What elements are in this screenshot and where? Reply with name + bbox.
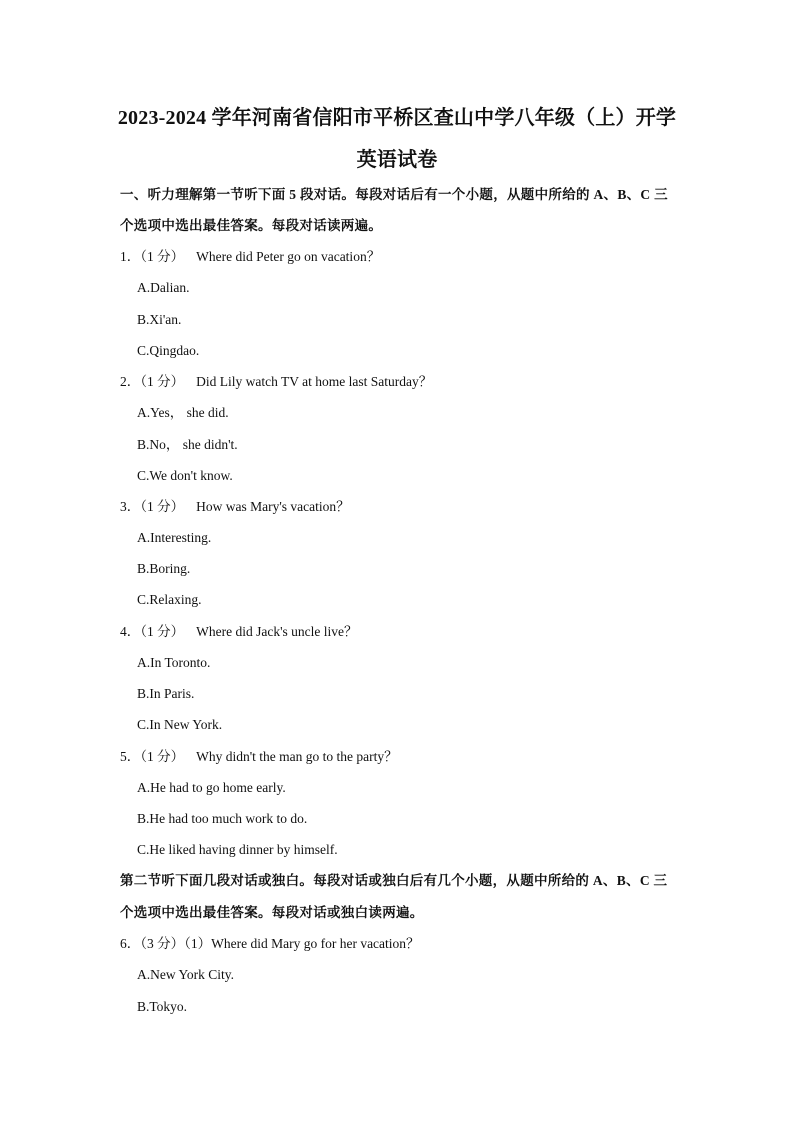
section1-instructions-line-2: 个选项中选出最佳答案。每段对话读两遍。 [120,218,383,233]
question-5-text: Why didn't the man go to the party？ [196,749,398,764]
question-3 [120,498,350,516]
question-3-option-c: C.Relaxing. [137,592,202,607]
question-6-number: 6．（3 分）（1） [120,936,212,951]
question-6-text: Where did Mary go for her vacation？ [211,936,420,951]
question-2 [120,373,432,391]
question-1-option-a: A.Dalian. [137,280,190,295]
question-4-option-c: C.In New York. [137,717,223,732]
question-4-option-a: A.In Toronto. [137,655,211,670]
question-5-option-a: A.He had to go home early. [137,780,286,795]
question-1-option-b: B.Xi'an. [137,312,182,327]
question-5 [120,748,398,766]
question-1-option-c: C.Qingdao. [137,343,200,358]
question-3-option-b: B.Boring. [137,561,191,576]
question-2-option-b: B.No， she didn't. [137,437,238,452]
question-4 [120,623,358,641]
question-4-text: Where did Jack's uncle live？ [196,624,358,639]
section1-instructions-line-1: 一、听力理解第一节听下面 5 段对话。每段对话后有一个小题，从题中所给的 A、B、C 三 [120,187,668,202]
question-4-number: 4．（1 分） [120,624,185,639]
question-3-option-a: A.Interesting. [137,530,212,545]
question-5-option-c: C.He liked having dinner by himself. [137,842,338,857]
section2-instructions-line-2: 个选项中选出最佳答案。每段对话或独白读两遍。 [120,905,424,920]
question-1-text: Where did Peter go on vacation？ [196,249,381,264]
question-1-number: 1．（1 分） [120,249,185,264]
exam-title-line-1: 2023-2024 学年河南省信阳市平桥区查山中学八年级（上）开学 [117,107,677,129]
section2-instructions-line-1: 第二节听下面几段对话或独白。每段对话或独白后有几个小题，从题中所给的 A、B、C 三 [120,873,668,888]
question-6 [120,935,420,953]
question-6-option-b: B.Tokyo. [137,999,188,1014]
question-3-text: How was Mary's vacation？ [196,499,350,514]
question-2-number: 2．（1 分） [120,374,185,389]
question-3-number: 3．（1 分） [120,499,185,514]
question-1 [120,248,380,266]
question-6-option-a: A.New York City. [137,967,235,982]
question-2-text: Did Lily watch TV at home last Saturday？ [196,374,433,389]
question-5-option-b: B.He had too much work to do. [137,811,308,826]
question-5-number: 5．（1 分） [120,749,185,764]
exam-title-line-2: 英语试卷 [356,149,438,171]
question-2-option-c: C.We don't know. [137,468,233,483]
question-4-option-b: B.In Paris. [137,686,195,701]
question-2-option-a: A.Yes， she did. [137,405,229,420]
